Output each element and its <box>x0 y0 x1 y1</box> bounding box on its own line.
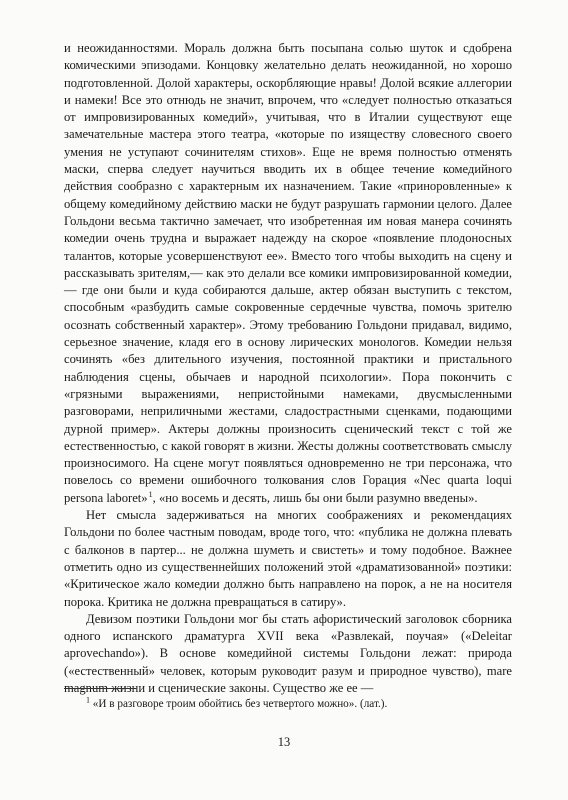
page-number: 13 <box>277 735 291 749</box>
main-text <box>64 40 512 697</box>
footnote-reference: 1 <box>148 489 153 499</box>
paragraph-1-text: и неожиданностями. Мораль должна быть посыпана солью шуток и сдобрена комическими эпизодами. Концовку желательно делать неожиданной, но хорошо подготовленной. Долой характеры, оскорбляющие нравы! Долой всякие аллегории и намеки! Все это отнюдь не значит, впрочем, что «следует полностью отказаться от импровизированных комедий», учитывая, что в Италии существуют еще замечательные мастера этого театра, «которые по изяществу словесного своего умения не уступают сочинителям стихов». Еще не время полностью отменять маски, сперва следует научиться вводить их в общее течение комедийного действия сообразно с характерным их назначением. Такие «приноровленные» к общему комедийному действию маски не будут разрушать гармонии целого. Далее Гольдони весьма тактично замечает, что изобретенная им новая манера сочинять комедии очень трудна и выражает надежду на скорое «появление плодоносных талантов, которые усовершенствуют ее». Вместо того чтобы выходить на сцену и рассказывать зрителям,— как это делали все комики импровизированной комедии,— где они были и куда собираются дальше, актер обязан выступить с текстом, способным «разбудить самые сокровенные сердечные чувства, помочь зрителю осознать собственный характер». Этому требованию Гольдони придавал, видимо, серьезное значение, кладя его в основу лирических монологов. Комедии нельзя сочинять «без длительного изучения, постоянной практики и пристального наблюдения сцены, обычаев и народной психологии». Пора покончить с «грязными выражениями, непристойными намеками, двусмысленными разговорами, неприличными жестами, сладострастными сценками, подающими дурной пример». Актеры должны произносить сценический текст с той же естественностью, с какой говорят в жизни. Жесты должны соответствовать смыслу произносимого. На сцене могут появляться одновременно не три персонажа, что повелось со времени ошибочного толкования слов Горация «Nec quarta loqui persona laboret» <box>64 41 512 505</box>
footnote-number: 1 <box>86 695 90 705</box>
footnote-divider <box>64 688 136 689</box>
paragraph-1 <box>64 40 512 507</box>
paragraph-3: Девизом поэтики Гольдони мог бы стать афористический заголовок сборника одного испанского драматурга XVII века «Развлекай, поучая» («Deleitar aprovechando»). В основе комедийной системы Гольдони лежат: природа («естественный» человек, которым руководит разум и природное чувство), mare magnum жизни и сценические законы. Существо же ее — <box>64 611 512 695</box>
footnote <box>64 697 512 711</box>
footnote-text: «И в разговоре троим обойтись без четвертого можно». (лат.). <box>92 698 388 710</box>
paragraph-1-tail: , «но восемь и десять, лишь бы они были разумно введены». <box>152 490 478 505</box>
paragraph-2: Нет смысла задерживаться на многих соображениях и рекомендациях Гольдони по более частным поводам, вроде того, что: «публика не должна плевать с балконов в партер... не должна шуметь и свистеть» и тому подобное. Важнее отметить одно из существеннейших положений этой «драматизованной» поэтики: «Критическое жало комедии должно быть направлено на порок, а не на носителя порока. Критика не должна превращаться в сатиру». <box>64 508 512 609</box>
